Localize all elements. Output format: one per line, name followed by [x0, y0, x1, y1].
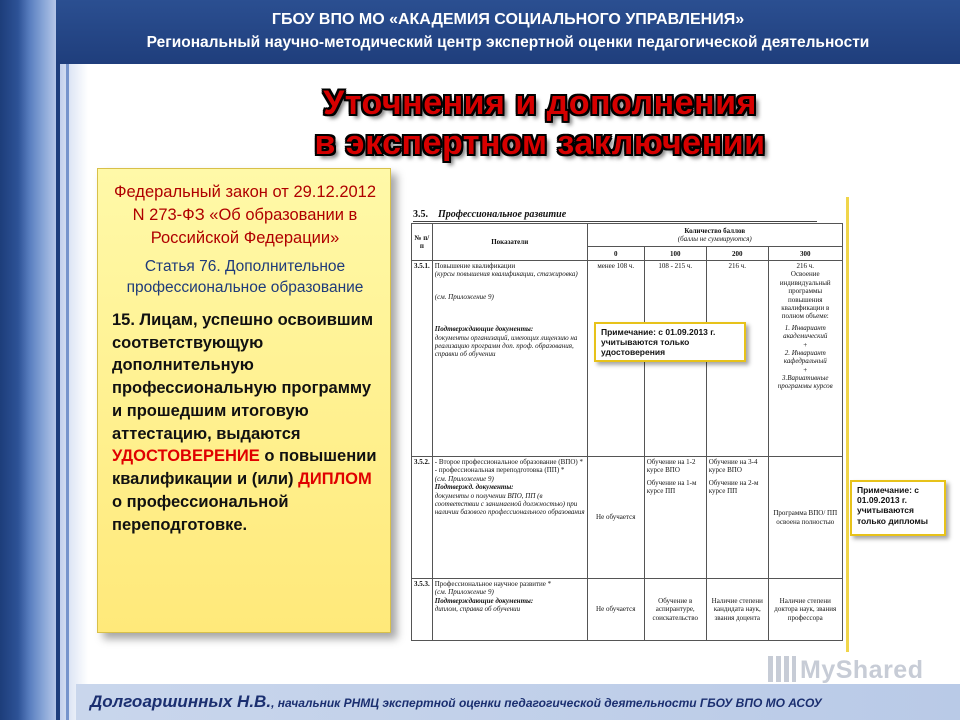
score-cell-300 [768, 261, 842, 457]
indicator-docs-label: Подтвержд. документы: [434, 483, 514, 492]
law-title: Федеральный закон от 29.12.2012 N 273-ФЗ «Об образовании в Российской Федерации» [113, 183, 377, 247]
indicator-cell [432, 457, 587, 579]
col-number-header: № п/п [412, 224, 433, 261]
indicator-ref: (см. Приложение 9) [434, 474, 494, 483]
divider [413, 221, 817, 222]
article-paragraph [112, 309, 378, 537]
assessment-table [411, 223, 843, 641]
col-points-label: Количество баллов [684, 226, 746, 235]
table-header-row [412, 224, 843, 247]
score-text: Обучение на 3-4 курсе ВПО [708, 458, 758, 475]
score-text: Освоение индивидуальный программы повышения квалификации в полном объеме: [779, 270, 831, 321]
score-cell: 216 ч. [706, 261, 768, 457]
indicator-docs: диплом, справка об обучении [434, 605, 521, 614]
indicator-detail: (курсы повышения квалификации, стажировка) [434, 270, 578, 279]
score-cell [644, 457, 706, 579]
certificate-term: УДОСТОВЕРЕНИЕ [112, 447, 260, 466]
paragraph-text: о профессиональной переподготовке. [112, 492, 289, 534]
score-cell: 108 - 215 ч. [644, 261, 706, 457]
col-points-header [587, 224, 842, 247]
score-cell: Не обучается [587, 579, 644, 641]
indicator-ref: (см. Приложение 9) [434, 292, 494, 301]
score-text: Обучение на 1-2 курсе ВПО [646, 458, 696, 475]
score-100: 100 [644, 247, 706, 261]
diploma-term: ДИПЛОМ [298, 470, 372, 489]
table-row [412, 579, 843, 641]
score-300: 300 [768, 247, 842, 261]
row-number: 3.5.3. [412, 579, 433, 641]
score-text: Обучение на 1-м курсе ПП [646, 478, 697, 496]
indicator-docs-label: Подтверждающие документы: [434, 596, 534, 605]
score-cell: Программа ВПО/ ПП освоена полностью [768, 457, 842, 579]
law-excerpt-box [97, 168, 391, 633]
score-cell [706, 457, 768, 579]
doc-section-title [413, 209, 566, 220]
row-number: 3.5.2. [412, 457, 433, 579]
watermark-text: MyShared [800, 656, 924, 684]
note-diplomas: Примечание: с 01.09.2013 г. учитываются только дипломы [850, 480, 946, 536]
col-points-note: (баллы не суммируются) [677, 235, 752, 244]
indicator-cell [432, 261, 587, 457]
score-text: 1. Инвариант академический [783, 323, 828, 341]
plus-sign: + [803, 340, 808, 349]
score-text: Обучение на 2-м курсе ПП [708, 478, 759, 496]
watermark-logo-icon [768, 656, 796, 682]
score-cell: менее 108 ч. [587, 261, 644, 457]
indicator-title: Профессиональное научное развитие * [434, 580, 552, 588]
paragraph-text: о повышении квалификации и (или) [112, 447, 377, 489]
indicator-docs: документы о получении ВПО, ПП (в соответствии с занимаемой должностью) при наличии базового профессионального образования [434, 491, 585, 517]
header-org-name: ГБОУ ВПО МО «АКАДЕМИЯ СОЦИАЛЬНОГО УПРАВЛЕНИЯ» [271, 11, 745, 28]
slide-title-line-2: в экспертном заключении [314, 124, 766, 162]
score-text: 3.Вариативные программы курсов [777, 374, 833, 391]
footer-bar [76, 684, 960, 720]
indicator-title: Повышение квалификации [434, 262, 516, 270]
indicator-ref: (см. Приложение 9) [434, 588, 494, 597]
col-indicator-header: Показатели [432, 224, 587, 261]
table-row [412, 457, 843, 579]
score-200: 200 [706, 247, 768, 261]
score-cell: Обучение в аспирантуре, соискательство [644, 579, 706, 641]
doc-section-number: 3.5. [413, 209, 428, 220]
article-heading: Статья 76. Дополнительное профессиональное образование [126, 258, 364, 297]
score-cell: Наличие степени кандидата наук, звания доцента [706, 579, 768, 641]
indicator-cell [432, 579, 587, 641]
paragraph-text: 15. Лицам, успешно освоившим соответствующую дополнительную профессиональную программу и прошедшим итоговую аттестацию, выдаются [112, 310, 374, 443]
indicator-title: - профессиональная переподготовка (ПП) * [434, 466, 565, 475]
plus-sign: + [803, 365, 808, 374]
row-number: 3.5.1. [412, 261, 433, 457]
left-decorative-stripes [0, 0, 88, 720]
stripe [66, 0, 69, 720]
note-certificates: Примечание: с 01.09.2013 г. учитываются только удостоверения [594, 322, 746, 362]
author-role: , начальник РНМЦ экспертной оценки педагогической деятельности ГБОУ ВПО МО АСОУ [271, 696, 822, 710]
score-text: 216 ч. [796, 262, 815, 270]
indicator-docs: документы организаций, имеющих лицензию на реализацию программ доп. проф. образования, справки об обучении [434, 333, 578, 359]
watermark [768, 656, 923, 685]
score-text: 2. Инвариант кафедральный [783, 348, 827, 366]
stripe [56, 0, 60, 720]
indicator-title: - Второе профессиональное образование (ВПО) * [434, 458, 583, 466]
doc-section-name: Профессиональное развитие [438, 209, 567, 220]
slide-title-line-1: Уточнения и дополнения [323, 84, 757, 122]
score-cell: Не обучается [587, 457, 644, 579]
document-scan [407, 197, 853, 643]
header-subtitle: Региональный научно-методический центр экспертной оценки педагогической деятельности [146, 34, 870, 51]
footer-text [90, 692, 822, 712]
score-0: 0 [587, 247, 644, 261]
author-name: Долгоаршинных Н.В. [90, 692, 272, 711]
score-cell: Наличие степени доктора наук, звания профессора [768, 579, 842, 641]
indicator-docs-label: Подтверждающие документы: [434, 325, 534, 334]
highlight-line [846, 197, 849, 652]
header-bar [56, 0, 960, 64]
